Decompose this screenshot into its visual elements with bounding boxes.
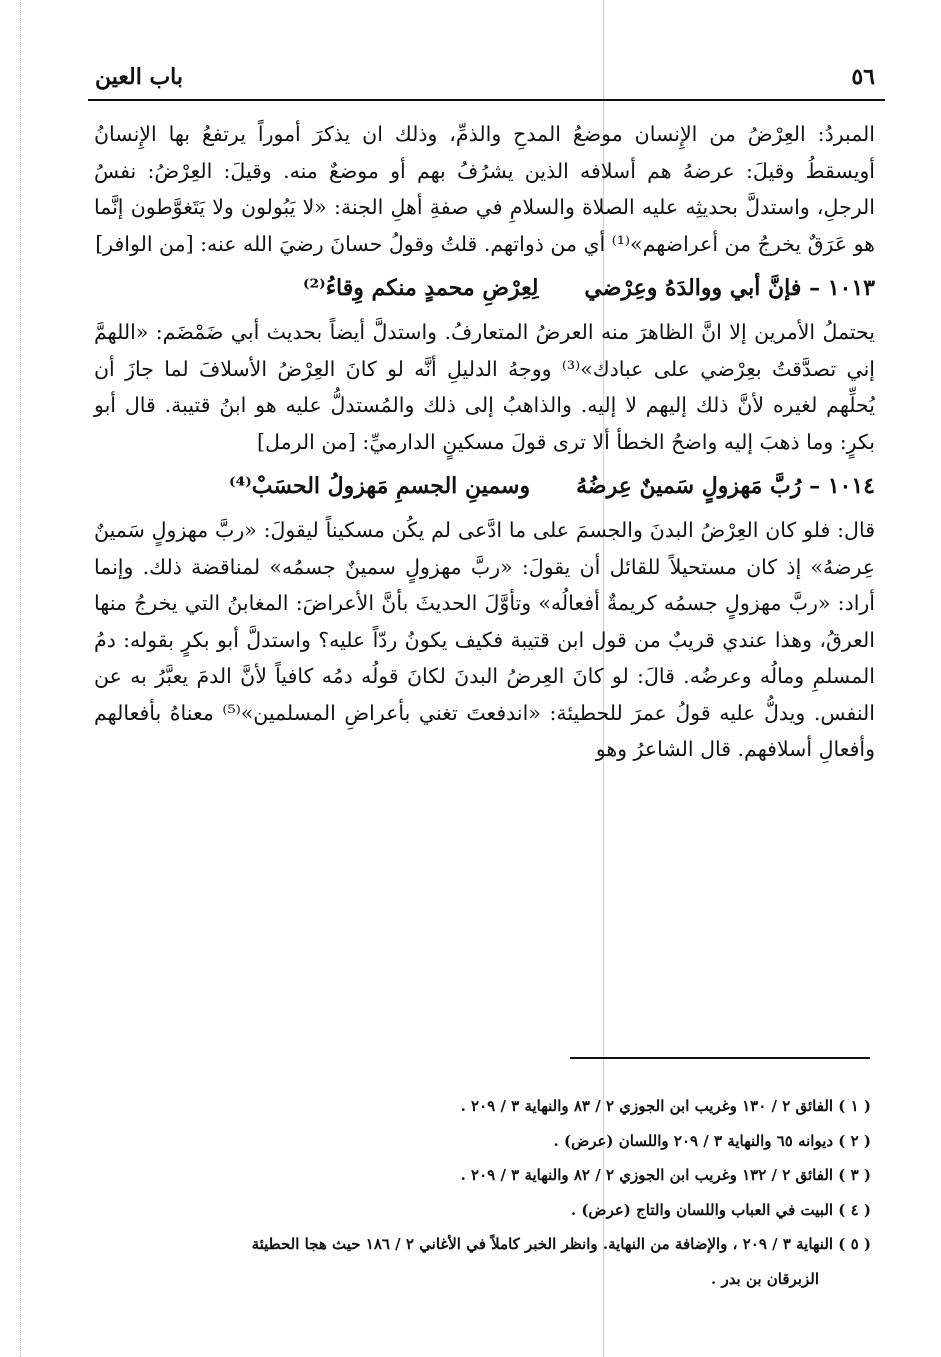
chapter-title: باب العين (95, 64, 184, 90)
verse-first-hemistich: رُبَّ مَهزولٍ سَمينٌ عِرضُهُ (576, 472, 802, 499)
main-text (94, 116, 875, 768)
header-divider (88, 99, 885, 101)
footnote: ( ٣ ) الفائق ٢ / ١٣٢ وغريب ابن الجوزي ٢ / ٨٢ والنهاية ٣ / ٢٠٩ . (460, 1166, 871, 1184)
footnote: ( ١ ) الفائق ٢ / ١٣٠ وغريب ابن الجوزي ٢ / ٨٣ والنهاية ٣ / ٢٠٩ . (460, 1097, 871, 1115)
verse-second-hemistich: لِعِرْضِ محمدٍ منكم وِقاءُ⁽²⁾ (302, 274, 539, 301)
verse-first-hemistich: فإنَّ أبي ووالدَهُ وعِرْضي (584, 274, 802, 301)
paragraph: قال: فلو كان العِرْضُ البدنَ والجسمَ على ما ادَّعى لم يكُن مسكيناً ليقولَ: «ربَّ مهزولٍ سَمينٌ عِرضهُ» إذ كان مستحيلاً للقائل أن يقولَ: «ربَّ مهزولٍ سمينٌ جسمُه» لمناقضة ذلك. وإنما أراد: «ربَّ مهزولٍ جسمُه كريمةٌ أفعالُه» وتأوَّلَ الحديثَ بأنَّ الأعراضَ: المغابنُ التي يخرجُ منها العرقُ، وهذا عندي قريبٌ من قول ابن قتيبة فكيف يكونُ ردّاً عليه؟ واستدلَّ أبو بكرٍ بقوله: دمُ المسلمِ ومالُه وعرضُه. قالَ: لو كانَ العِرضُ البدنَ لكانَ قولُه دمُه كافياً لأنَّ الدمَ يعبَّرُ به عن النفس. ويدلُّ عليه قولُ عمرَ للحطيئة: «اندفعتَ تغني بأعراضِ المسلمين»⁽⁵⁾ معناهُ بأفعالهم وأفعالِ أسلافهم. قال الشاعرُ وهو (94, 518, 875, 761)
footnote-continuation: الزبرقان بن بدر . (711, 1269, 819, 1288)
verse-1014 (94, 460, 875, 512)
footnote: ( ٥ ) النهاية ٣ / ٢٠٩ ، والإضافة من النهاية. وانظر الخبر كاملاً في الأغاني ٢ / ١٨٦ حيث هجا الحطيئة (251, 1235, 871, 1253)
verse-1013 (94, 262, 875, 314)
page-number: ٥٦ (851, 64, 875, 90)
footnotes (96, 1089, 871, 1296)
verse-number: ١٠١٤ – (809, 472, 875, 499)
running-header (95, 60, 875, 94)
footnote: ( ٤ ) البيت في العباب واللسان والتاج (عرض) . (570, 1200, 871, 1219)
paragraph: يحتملُ الأمرين إلا انَّ الظاهرَ منه العرضُ المتعارفُ. واستدلَّ أيضاً بحديث أبي ضَمْضَم: «اللهمَّ إني تصدَّقتُ بعِرْضي على عبادك»⁽³⁾ ووجهُ الدليلِ أنَّه لو كانَ العِرْضُ الأسلافَ لما جازَ أن يُحلِّهم لغيره لأنَّ ذلك إليهم لا إليه. والذاهبُ إلى ذلك والمُستدلُّ عليه هو ابنُ قتيبة. قال أبو بكرٍ: وما ذهبَ إليه واضحُ الخطأ ألا ترى قولَ مسكينٍ الدارميِّ: [من الرمل] (94, 320, 876, 454)
verse-second-hemistich: وسمينِ الجسمِ مَهزولُ الحسَبْ⁽⁴⁾ (229, 472, 531, 499)
footnote: ( ٢ ) ديوانه ٦٥ والنهاية ٣ / ٢٠٩ واللسان (عرض) . (553, 1131, 871, 1150)
paragraph: المبردُ: العِرْضُ من الإِنسان موضعُ المدحِ والذمِّ، وذلك ان يذكرَ أموراً يرتفعُ بها الإِنسانُ أويسقطُ وقيلَ: عرضهُ هم أسلافه الذين يشرُفُ بهم أو موضعٌ منه. وقيلَ: العِرْضُ: نفسُ الرجلِ، واستدلَّ بحديثِه عليه الصلاة والسلامِ في صفةِ أهلِ الجنة: «لا يَبُولون ولا يَتَغوَّطون إنَّما هو عَرَقٌ يخرجُ من أعراضهم»⁽¹⁾ أي من ذواتهم. قلتُ وقولُ حسانَ رضيَ الله عنه: [من الوافر] (94, 122, 875, 256)
verse-number: ١٠١٣ – (809, 274, 875, 301)
scan-margin-line (20, 0, 22, 1357)
footnote-divider (570, 1057, 870, 1059)
